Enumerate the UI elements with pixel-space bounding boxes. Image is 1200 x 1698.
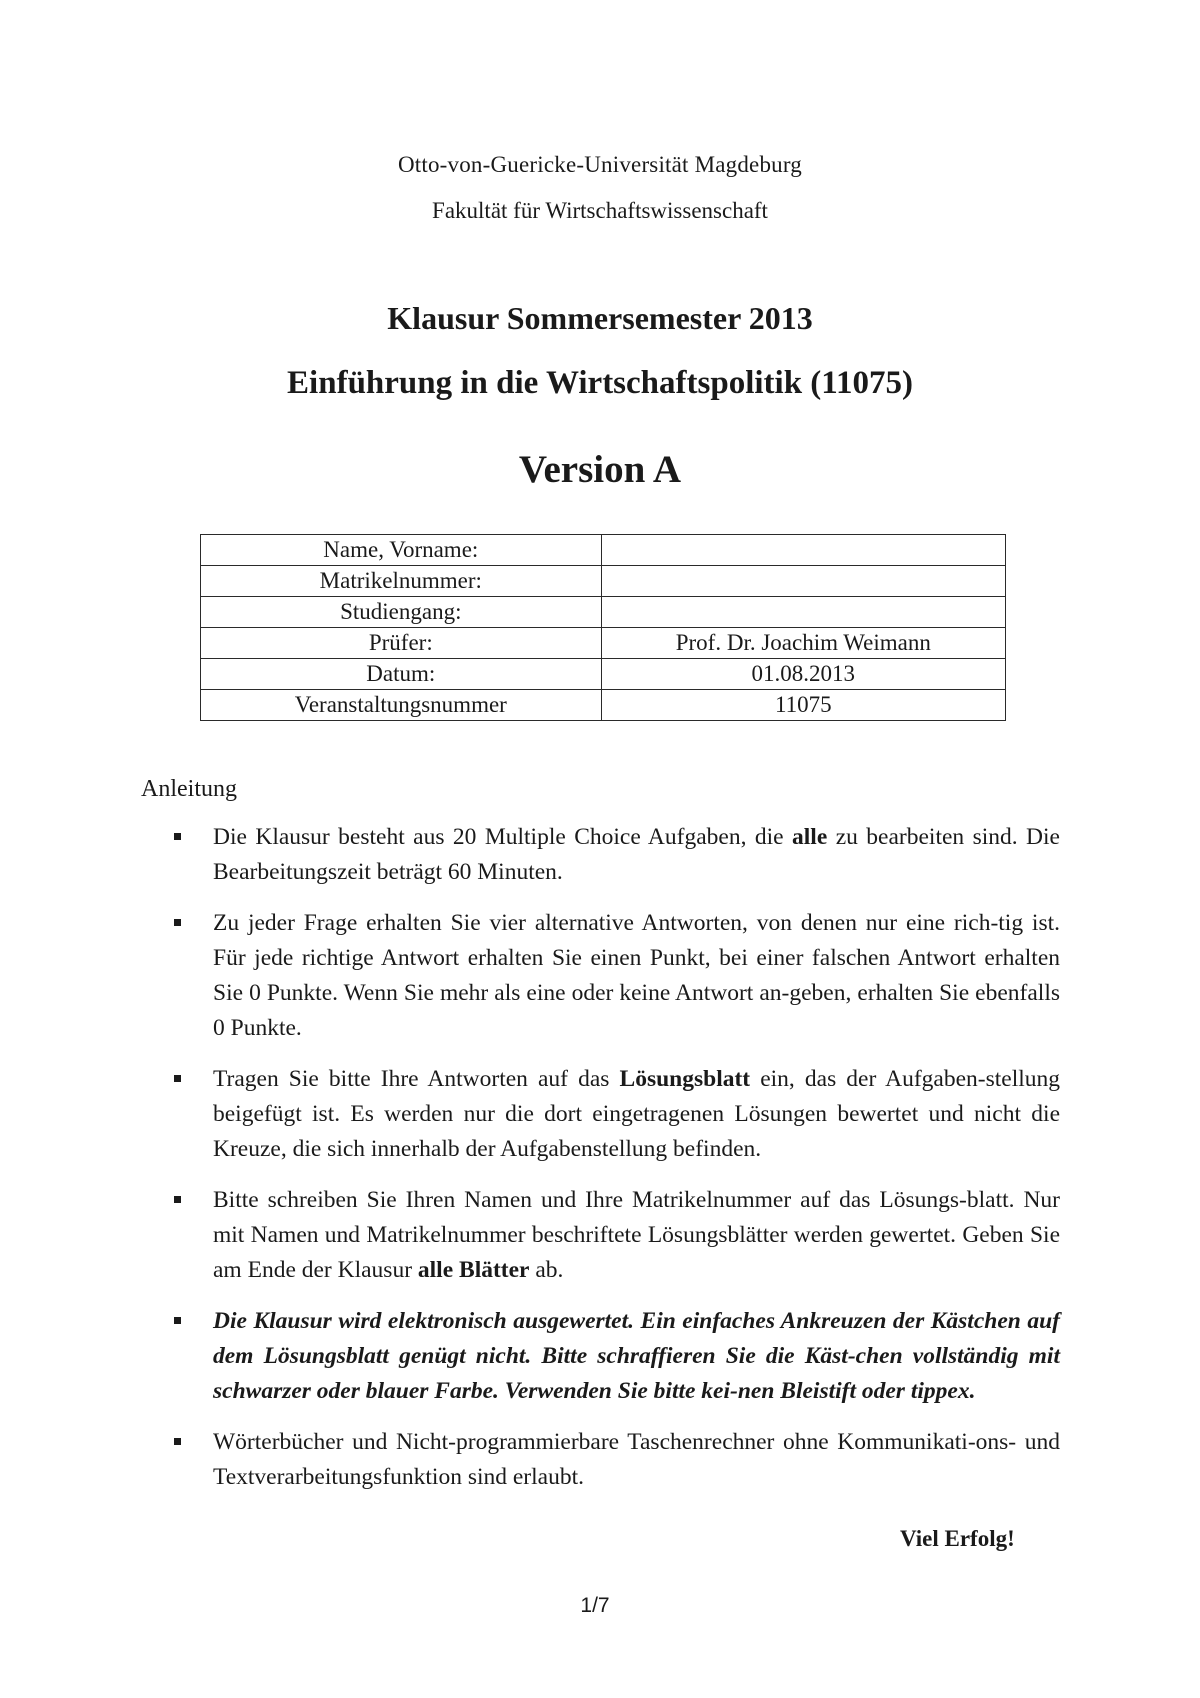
rule-text-pre: Die Klausur besteht aus 20 Multiple Choice Aufgaben, die bbox=[213, 824, 793, 850]
value-veranstaltung: 11075 bbox=[601, 690, 1005, 721]
label-pruefer: Prüfer: bbox=[201, 628, 602, 659]
rule-text: Zu jeder Frage erhalten Sie vier alternative Antworten, von denen nur eine rich-tig ist. Für jede richtige Antwort erhalten Sie einen Punkt, bei einer falschen Antwort erhalten Sie 0 Punkte. Wenn Sie mehr als eine oder keine Antwort an-geben, erhalten Sie ebenfalls 0 Punkte. bbox=[213, 910, 1060, 1041]
list-item bbox=[170, 1304, 1060, 1409]
label-datum: Datum: bbox=[201, 659, 602, 690]
version-label: Version A bbox=[518, 448, 682, 491]
field-studiengang[interactable] bbox=[601, 597, 1005, 628]
closing-text: Viel Erfolg! bbox=[900, 1526, 1015, 1551]
instructions-list bbox=[170, 820, 1060, 1511]
page-number: 1/7 bbox=[580, 1594, 610, 1617]
info-row-veranstaltung bbox=[201, 690, 1006, 721]
info-row-name bbox=[201, 535, 1006, 566]
bullet-icon bbox=[174, 1317, 181, 1324]
label-name: Name, Vorname: bbox=[201, 535, 602, 566]
rule-text-post: ab. bbox=[529, 1257, 564, 1283]
rule-text-bold: alle bbox=[792, 824, 828, 850]
rule-text-bold: Lösungsblatt bbox=[619, 1066, 751, 1092]
bullet-icon bbox=[174, 1196, 181, 1203]
exam-title: Klausur Sommersemester 2013 bbox=[387, 300, 813, 336]
rule-text-pre: Bitte schreiben Sie Ihren Namen und Ihre Matrikelnummer auf das Lösungs-blatt. Nur mit Namen und Matrikelnummer beschriftete Lösungsblätter werden gewertet. Geben Sie am Ende der Klausur bbox=[213, 1187, 1060, 1283]
bullet-icon bbox=[174, 919, 181, 926]
list-item bbox=[170, 1062, 1060, 1167]
bullet-icon bbox=[174, 833, 181, 840]
list-item bbox=[170, 906, 1060, 1046]
list-item bbox=[170, 1183, 1060, 1288]
label-matrikel: Matrikelnummer: bbox=[201, 566, 602, 597]
info-row-studiengang bbox=[201, 597, 1006, 628]
exam-info-table bbox=[200, 534, 1006, 721]
info-row-matrikel bbox=[201, 566, 1006, 597]
rule-text: Wörterbücher und Nicht-programmierbare Taschenrechner ohne Kommunikati-ons- und Textverarbeitungsfunktion sind erlaubt. bbox=[213, 1429, 1060, 1490]
rule-text-emphasis: Die Klausur wird elektronisch ausgewertet. Ein einfaches Ankreuzen der Kästchen auf dem Lösungsblatt genügt nicht. Bitte schraffieren Sie die Käst-chen vollständig mit schwarzer oder blauer Farbe. Verwenden Sie bitte kei-nen Bleistift oder tippex. bbox=[213, 1308, 1060, 1404]
label-veranstaltung: Veranstaltungsnummer bbox=[201, 690, 602, 721]
rule-text-pre: Tragen Sie bitte Ihre Antworten auf das bbox=[213, 1066, 620, 1092]
value-datum: 01.08.2013 bbox=[601, 659, 1005, 690]
bullet-icon bbox=[174, 1438, 181, 1445]
field-matrikel[interactable] bbox=[601, 566, 1005, 597]
course-title: Einführung in die Wirtschaftspolitik (11075) bbox=[287, 365, 913, 401]
info-row-pruefer bbox=[201, 628, 1006, 659]
rule-text-post: zu bearbeiten sind. Die Bearbeitungszeit beträgt 60 Minuten. bbox=[213, 824, 1060, 885]
rule-text-post: ein, das der Aufgaben-stellung beigefügt ist. Es werden nur die dort eingetragenen Lösungen bewertet und nicht die Kreuze, die sich innerhalb der Aufgabenstellung befinden. bbox=[213, 1066, 1060, 1162]
university-name: Otto-von-Guericke-Universität Magdeburg bbox=[397, 152, 802, 177]
list-item bbox=[170, 820, 1060, 890]
instructions-heading: Anleitung bbox=[141, 776, 237, 802]
label-studiengang: Studiengang: bbox=[201, 597, 602, 628]
faculty-name: Fakultät für Wirtschaftswissenschaft bbox=[432, 198, 768, 223]
field-name[interactable] bbox=[601, 535, 1005, 566]
rule-text-bold: alle Blätter bbox=[417, 1257, 530, 1283]
value-pruefer: Prof. Dr. Joachim Weimann bbox=[601, 628, 1005, 659]
list-item bbox=[170, 1425, 1060, 1495]
info-row-datum bbox=[201, 659, 1006, 690]
bullet-icon bbox=[174, 1075, 181, 1082]
